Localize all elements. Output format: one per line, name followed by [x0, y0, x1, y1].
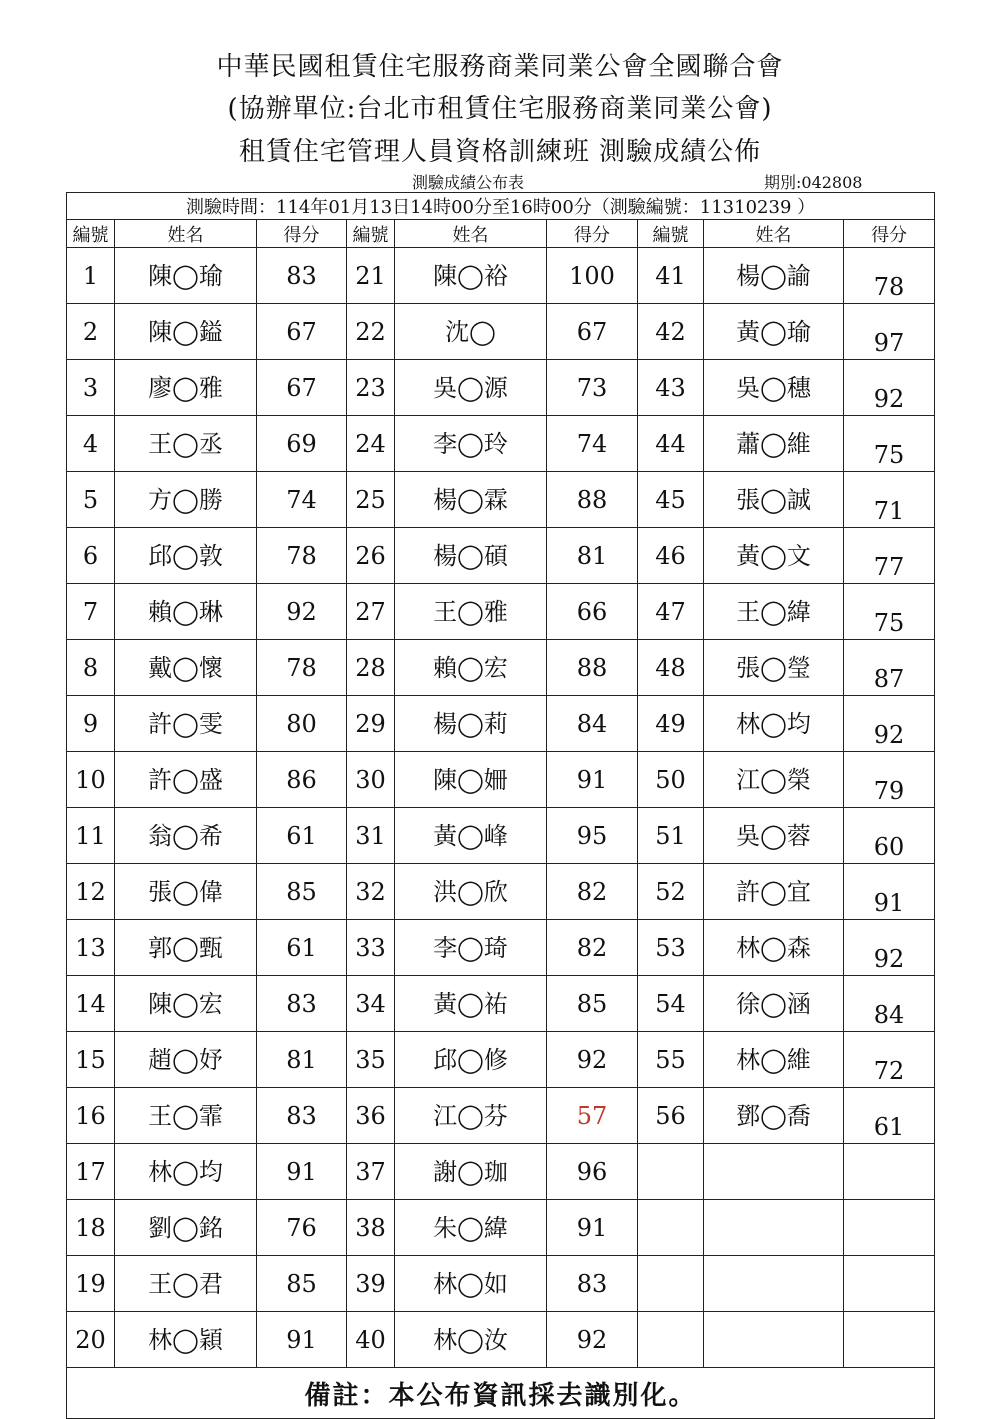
name-cell-3: 林◯均	[704, 696, 844, 752]
table-row	[67, 1200, 935, 1256]
name-cell-2: 沈◯	[395, 304, 547, 360]
name-cell-2: 林◯汝	[395, 1312, 547, 1368]
number-cell-1: 13	[67, 920, 115, 976]
name-cell-3: 鄧◯喬	[704, 1088, 844, 1144]
score-cell-3	[844, 1200, 935, 1256]
score-cell-2: 92	[547, 1032, 638, 1088]
number-cell-1: 17	[67, 1144, 115, 1200]
number-cell-3: 53	[638, 920, 704, 976]
score-cell-2: 67	[547, 304, 638, 360]
name-cell-1: 賴◯琳	[115, 584, 257, 640]
column-header: 姓名	[395, 220, 547, 248]
period-label: 期別:042808	[764, 173, 863, 192]
score-cell-3: 60	[844, 808, 935, 864]
score-cell-3: 77	[844, 528, 935, 584]
name-cell-3: 林◯維	[704, 1032, 844, 1088]
name-cell-2: 江◯芬	[395, 1088, 547, 1144]
score-cell-2: 74	[547, 416, 638, 472]
score-cell-3	[844, 1144, 935, 1200]
number-cell-3: 42	[638, 304, 704, 360]
number-cell-3: 56	[638, 1088, 704, 1144]
number-cell-1: 4	[67, 416, 115, 472]
column-header: 姓名	[115, 220, 257, 248]
name-cell-3: 王◯緯	[704, 584, 844, 640]
name-cell-2: 陳◯姍	[395, 752, 547, 808]
number-cell-3	[638, 1312, 704, 1368]
score-cell-3: 91	[844, 864, 935, 920]
table-row	[67, 528, 935, 584]
score-cell-1: 91	[257, 1312, 347, 1368]
name-cell-1: 王◯丞	[115, 416, 257, 472]
name-cell-3: 黃◯文	[704, 528, 844, 584]
table-row	[67, 1032, 935, 1088]
table-row	[67, 304, 935, 360]
number-cell-1: 8	[67, 640, 115, 696]
number-cell-1: 19	[67, 1256, 115, 1312]
score-cell-3: 92	[844, 696, 935, 752]
name-cell-3: 張◯誠	[704, 472, 844, 528]
score-cell-3: 71	[844, 472, 935, 528]
name-cell-1: 陳◯宏	[115, 976, 257, 1032]
name-cell-2: 黃◯峰	[395, 808, 547, 864]
number-cell-2: 27	[347, 584, 395, 640]
table-row	[67, 1144, 935, 1200]
column-header: 得分	[547, 220, 638, 248]
table-row	[67, 584, 935, 640]
name-cell-2: 邱◯修	[395, 1032, 547, 1088]
score-cell-1: 81	[257, 1032, 347, 1088]
name-cell-2: 楊◯霖	[395, 472, 547, 528]
remark: 備註：本公布資訊採去識別化。	[67, 1368, 935, 1419]
name-cell-1: 廖◯雅	[115, 360, 257, 416]
score-cell-2: 83	[547, 1256, 638, 1312]
number-cell-1: 3	[67, 360, 115, 416]
number-cell-3: 52	[638, 864, 704, 920]
name-cell-3	[704, 1312, 844, 1368]
exam-time: 測驗時間：114年01月13日14時00分至16時00分（測驗編號：11310239 ）	[67, 193, 935, 220]
score-cell-1: 85	[257, 1256, 347, 1312]
score-cell-1: 92	[257, 584, 347, 640]
score-cell-2: 85	[547, 976, 638, 1032]
name-cell-1: 王◯霏	[115, 1088, 257, 1144]
name-cell-2: 李◯玲	[395, 416, 547, 472]
score-cell-1: 67	[257, 304, 347, 360]
name-cell-1: 陳◯鎰	[115, 304, 257, 360]
number-cell-2: 25	[347, 472, 395, 528]
number-cell-3: 49	[638, 696, 704, 752]
score-cell-2: 81	[547, 528, 638, 584]
score-cell-2: 82	[547, 920, 638, 976]
name-cell-1: 戴◯懷	[115, 640, 257, 696]
name-cell-1: 邱◯敦	[115, 528, 257, 584]
name-cell-3: 江◯榮	[704, 752, 844, 808]
number-cell-2: 22	[347, 304, 395, 360]
number-cell-3: 46	[638, 528, 704, 584]
name-cell-3: 黃◯瑜	[704, 304, 844, 360]
score-cell-1: 83	[257, 248, 347, 304]
score-cell-1: 91	[257, 1144, 347, 1200]
name-cell-3: 林◯森	[704, 920, 844, 976]
score-cell-3: 97	[844, 304, 935, 360]
number-cell-2: 31	[347, 808, 395, 864]
name-cell-2: 吳◯源	[395, 360, 547, 416]
column-header: 編號	[67, 220, 115, 248]
score-cell-3: 79	[844, 752, 935, 808]
table-row	[67, 976, 935, 1032]
number-cell-2: 33	[347, 920, 395, 976]
score-cell-3: 78	[844, 248, 935, 304]
name-cell-2: 王◯雅	[395, 584, 547, 640]
number-cell-2: 24	[347, 416, 395, 472]
number-cell-3: 50	[638, 752, 704, 808]
number-cell-1: 16	[67, 1088, 115, 1144]
number-cell-1: 11	[67, 808, 115, 864]
number-cell-1: 7	[67, 584, 115, 640]
name-cell-1: 林◯穎	[115, 1312, 257, 1368]
column-header: 編號	[638, 220, 704, 248]
number-cell-2: 37	[347, 1144, 395, 1200]
score-cell-3	[844, 1312, 935, 1368]
number-cell-3: 45	[638, 472, 704, 528]
number-cell-1: 10	[67, 752, 115, 808]
number-cell-2: 32	[347, 864, 395, 920]
name-cell-2: 黃◯祐	[395, 976, 547, 1032]
number-cell-3: 48	[638, 640, 704, 696]
number-cell-2: 35	[347, 1032, 395, 1088]
header-row	[67, 220, 935, 248]
number-cell-3: 51	[638, 808, 704, 864]
number-cell-1: 18	[67, 1200, 115, 1256]
score-cell-1: 78	[257, 640, 347, 696]
score-cell-2: 96	[547, 1144, 638, 1200]
number-cell-2: 40	[347, 1312, 395, 1368]
number-cell-3	[638, 1200, 704, 1256]
score-table	[66, 192, 935, 1419]
name-cell-1: 許◯雯	[115, 696, 257, 752]
column-header: 得分	[257, 220, 347, 248]
name-cell-1: 張◯偉	[115, 864, 257, 920]
name-cell-2: 林◯如	[395, 1256, 547, 1312]
name-cell-1: 翁◯希	[115, 808, 257, 864]
number-cell-1: 9	[67, 696, 115, 752]
score-cell-3: 92	[844, 360, 935, 416]
score-cell-2: 84	[547, 696, 638, 752]
number-cell-2: 21	[347, 248, 395, 304]
name-cell-1: 陳◯瑜	[115, 248, 257, 304]
name-cell-2: 楊◯莉	[395, 696, 547, 752]
name-cell-1: 王◯君	[115, 1256, 257, 1312]
score-cell-1: 83	[257, 976, 347, 1032]
score-cell-1: 78	[257, 528, 347, 584]
table-row	[67, 248, 935, 304]
score-cell-3: 75	[844, 584, 935, 640]
number-cell-2: 34	[347, 976, 395, 1032]
name-cell-1: 郭◯甄	[115, 920, 257, 976]
name-cell-3: 楊◯諭	[704, 248, 844, 304]
number-cell-1: 14	[67, 976, 115, 1032]
table-row	[67, 920, 935, 976]
number-cell-2: 39	[347, 1256, 395, 1312]
table-caption: 測驗成績公布表	[412, 173, 525, 192]
name-cell-1: 許◯盛	[115, 752, 257, 808]
score-cell-1: 86	[257, 752, 347, 808]
note-row	[67, 1368, 935, 1419]
score-cell-3: 61	[844, 1088, 935, 1144]
number-cell-3: 47	[638, 584, 704, 640]
name-cell-3: 蕭◯維	[704, 416, 844, 472]
score-cell-3: 87	[844, 640, 935, 696]
score-cell-2: 73	[547, 360, 638, 416]
number-cell-3: 55	[638, 1032, 704, 1088]
score-cell-2: 82	[547, 864, 638, 920]
name-cell-2: 楊◯碩	[395, 528, 547, 584]
number-cell-3: 44	[638, 416, 704, 472]
name-cell-2: 陳◯裕	[395, 248, 547, 304]
number-cell-2: 38	[347, 1200, 395, 1256]
name-cell-3: 張◯瑩	[704, 640, 844, 696]
score-cell-1: 80	[257, 696, 347, 752]
name-cell-1: 林◯均	[115, 1144, 257, 1200]
score-cell-3: 72	[844, 1032, 935, 1088]
table-row	[67, 752, 935, 808]
score-cell-2: 95	[547, 808, 638, 864]
score-cell-3: 75	[844, 416, 935, 472]
column-header: 姓名	[704, 220, 844, 248]
number-cell-2: 28	[347, 640, 395, 696]
number-cell-1: 6	[67, 528, 115, 584]
number-cell-2: 29	[347, 696, 395, 752]
number-cell-1: 1	[67, 248, 115, 304]
column-header: 編號	[347, 220, 395, 248]
name-cell-3	[704, 1256, 844, 1312]
number-cell-1: 15	[67, 1032, 115, 1088]
course-title: 租賃住宅管理人員資格訓練班 測驗成績公佈	[238, 137, 762, 167]
name-cell-2: 李◯琦	[395, 920, 547, 976]
score-cell-3	[844, 1256, 935, 1312]
score-cell-2: 92	[547, 1312, 638, 1368]
table-row	[67, 360, 935, 416]
number-cell-2: 30	[347, 752, 395, 808]
table-row	[67, 864, 935, 920]
number-cell-3: 54	[638, 976, 704, 1032]
name-cell-2: 朱◯緯	[395, 1200, 547, 1256]
name-cell-3: 吳◯蓉	[704, 808, 844, 864]
score-cell-2: 100	[547, 248, 638, 304]
number-cell-3: 41	[638, 248, 704, 304]
name-cell-1: 方◯勝	[115, 472, 257, 528]
score-cell-3: 84	[844, 976, 935, 1032]
score-cell-1: 74	[257, 472, 347, 528]
table-row	[67, 472, 935, 528]
score-cell-1: 85	[257, 864, 347, 920]
organizer-subtitle: (協辦單位:台北市租賃住宅服務商業同業公會)	[227, 94, 773, 124]
page-title: 中華民國租賃住宅服務商業同業公會全國聯合會	[216, 52, 784, 82]
column-header: 得分	[844, 220, 935, 248]
score-cell-1: 69	[257, 416, 347, 472]
score-cell-2: 88	[547, 640, 638, 696]
score-cell-1: 61	[257, 808, 347, 864]
number-cell-3: 43	[638, 360, 704, 416]
score-cell-3: 92	[844, 920, 935, 976]
table-row	[67, 696, 935, 752]
number-cell-1: 12	[67, 864, 115, 920]
score-cell-2: 91	[547, 752, 638, 808]
name-cell-3	[704, 1200, 844, 1256]
number-cell-1: 20	[67, 1312, 115, 1368]
table-row	[67, 1088, 935, 1144]
score-cell-2: 88	[547, 472, 638, 528]
score-cell-2: 66	[547, 584, 638, 640]
score-cell-1: 61	[257, 920, 347, 976]
number-cell-2: 26	[347, 528, 395, 584]
name-cell-1: 劉◯銘	[115, 1200, 257, 1256]
score-cell-1: 76	[257, 1200, 347, 1256]
table-row	[67, 416, 935, 472]
number-cell-3	[638, 1256, 704, 1312]
number-cell-1: 5	[67, 472, 115, 528]
number-cell-3	[638, 1144, 704, 1200]
table-row	[67, 808, 935, 864]
score-cell-2: 91	[547, 1200, 638, 1256]
name-cell-2: 賴◯宏	[395, 640, 547, 696]
name-cell-3: 吳◯穗	[704, 360, 844, 416]
score-cell-1: 83	[257, 1088, 347, 1144]
score-cell-2: 57	[547, 1088, 638, 1144]
number-cell-2: 23	[347, 360, 395, 416]
name-cell-3: 許◯宜	[704, 864, 844, 920]
score-cell-1: 67	[257, 360, 347, 416]
name-cell-2: 謝◯珈	[395, 1144, 547, 1200]
name-cell-1: 趙◯妤	[115, 1032, 257, 1088]
number-cell-1: 2	[67, 304, 115, 360]
table-row	[67, 1312, 935, 1368]
name-cell-3	[704, 1144, 844, 1200]
table-row	[67, 640, 935, 696]
name-cell-3: 徐◯涵	[704, 976, 844, 1032]
number-cell-2: 36	[347, 1088, 395, 1144]
table-row	[67, 1256, 935, 1312]
name-cell-2: 洪◯欣	[395, 864, 547, 920]
